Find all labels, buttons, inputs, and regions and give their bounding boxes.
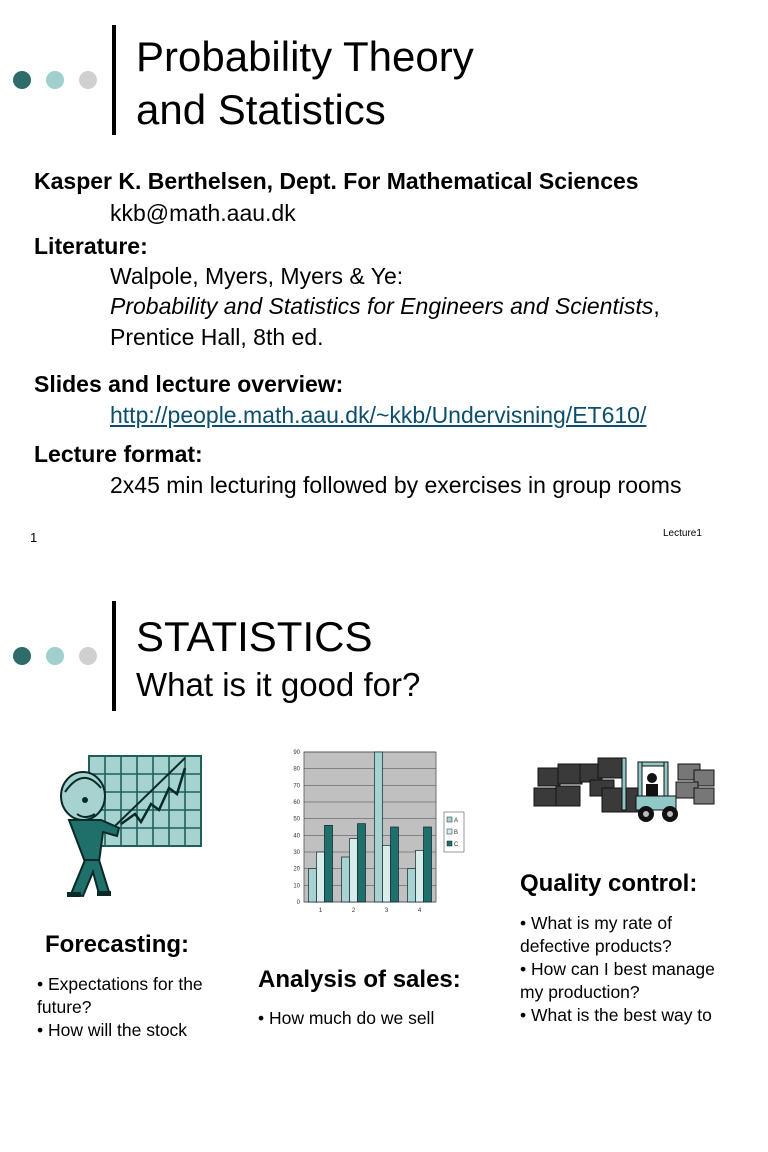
y-tick-label: 70: [293, 783, 300, 790]
y-tick-label: 40: [293, 833, 300, 840]
bullet-line: • How can I best manage: [520, 959, 715, 979]
footer-label: Lecture1: [663, 528, 702, 539]
slides-heading: Slides and lecture overview:: [34, 371, 344, 397]
bar-A: [309, 869, 317, 902]
x-tick-label: 2: [351, 908, 356, 914]
decor-dot-dark: [13, 647, 31, 665]
y-tick-label: 50: [293, 816, 300, 823]
y-tick-label: 80: [293, 766, 300, 773]
legend-swatch: [447, 841, 452, 846]
bullet-line: • Expectations for the: [37, 974, 203, 994]
slides-url-link[interactable]: http://people.math.aau.dk/~kkb/Undervisning/ET610/: [110, 402, 647, 428]
email-text: kkb@math.aau.dk: [110, 200, 296, 226]
sales-heading: Analysis of sales:: [258, 966, 461, 993]
y-tick-label: 0: [296, 900, 300, 906]
bullet-line: my production?: [520, 982, 640, 1002]
decor-dot-mid: [46, 647, 64, 665]
bullet-line: • What is the best way to: [520, 1005, 712, 1025]
quality-bullets: [520, 912, 715, 1027]
slide-title-line2: and Statistics: [136, 86, 386, 133]
bullet-line: • How will the stock: [37, 1020, 188, 1040]
legend-label: B: [454, 830, 459, 836]
y-tick-label: 30: [293, 850, 300, 856]
sales-bar-chart: [278, 746, 478, 916]
legend-swatch: [447, 817, 452, 822]
bullet-line: defective products?: [520, 936, 672, 956]
forecasting-clipart-icon: [55, 754, 205, 899]
x-tick-label: 4: [417, 908, 422, 914]
bar-C: [325, 825, 333, 902]
y-tick-label: 90: [293, 750, 300, 756]
bar-B: [350, 839, 358, 902]
bar-B: [383, 845, 391, 902]
x-tick-label: 1: [318, 908, 323, 914]
y-tick-label: 60: [293, 800, 300, 806]
decor-dot-mid: [46, 71, 64, 89]
bullet-line: future?: [37, 997, 92, 1017]
format-heading: Lecture format:: [34, 441, 203, 467]
page-number: 1: [30, 530, 38, 545]
bar-C: [358, 824, 366, 902]
bar-A: [408, 869, 416, 902]
slide-subtitle: What is it good for?: [136, 666, 421, 703]
quality-heading: Quality control:: [520, 870, 698, 897]
literature-book: [110, 295, 660, 318]
literature-book-title: Probability and Statistics for Engineers and Scientists: [110, 293, 654, 319]
bar-A: [375, 752, 383, 902]
forecasting-bullets: [37, 973, 203, 1042]
y-tick-label: 10: [293, 883, 300, 890]
bar-A: [342, 857, 350, 902]
bar-B: [416, 850, 424, 902]
decor-dot-dark: [13, 71, 31, 89]
literature-title-suffix: ,: [653, 293, 660, 319]
decor-dot-light: [79, 647, 97, 665]
bar-C: [391, 827, 399, 902]
bar-C: [424, 827, 432, 902]
title-divider: [112, 25, 116, 135]
literature-publisher: Prentice Hall, 8th ed.: [110, 324, 324, 350]
literature-heading: Literature:: [34, 233, 148, 259]
bar-B: [317, 852, 325, 902]
slide-title: STATISTICS: [136, 613, 373, 660]
format-text: 2x45 min lecturing followed by exercises in group rooms: [110, 472, 682, 498]
forecasting-heading: Forecasting:: [45, 931, 190, 958]
legend-label: C: [454, 842, 459, 848]
bullet-line: • What is my rate of: [520, 913, 672, 933]
y-tick-label: 20: [293, 866, 300, 873]
forklift-clipart-icon: [532, 750, 722, 826]
decor-dot-light: [79, 71, 97, 89]
literature-authors: Walpole, Myers, Myers & Ye:: [110, 263, 404, 289]
author-line: Kasper K. Berthelsen, Dept. For Mathematical Sciences: [34, 168, 639, 194]
bullet-line: • How much do we sell: [258, 1008, 435, 1028]
slide-title-line1: Probability Theory: [136, 33, 474, 80]
legend-label: A: [454, 818, 459, 824]
title-divider: [112, 601, 116, 711]
legend-swatch: [447, 829, 452, 834]
sales-bullets: [258, 1007, 434, 1030]
slide-2: [0, 576, 768, 1152]
x-tick-label: 3: [384, 908, 389, 914]
